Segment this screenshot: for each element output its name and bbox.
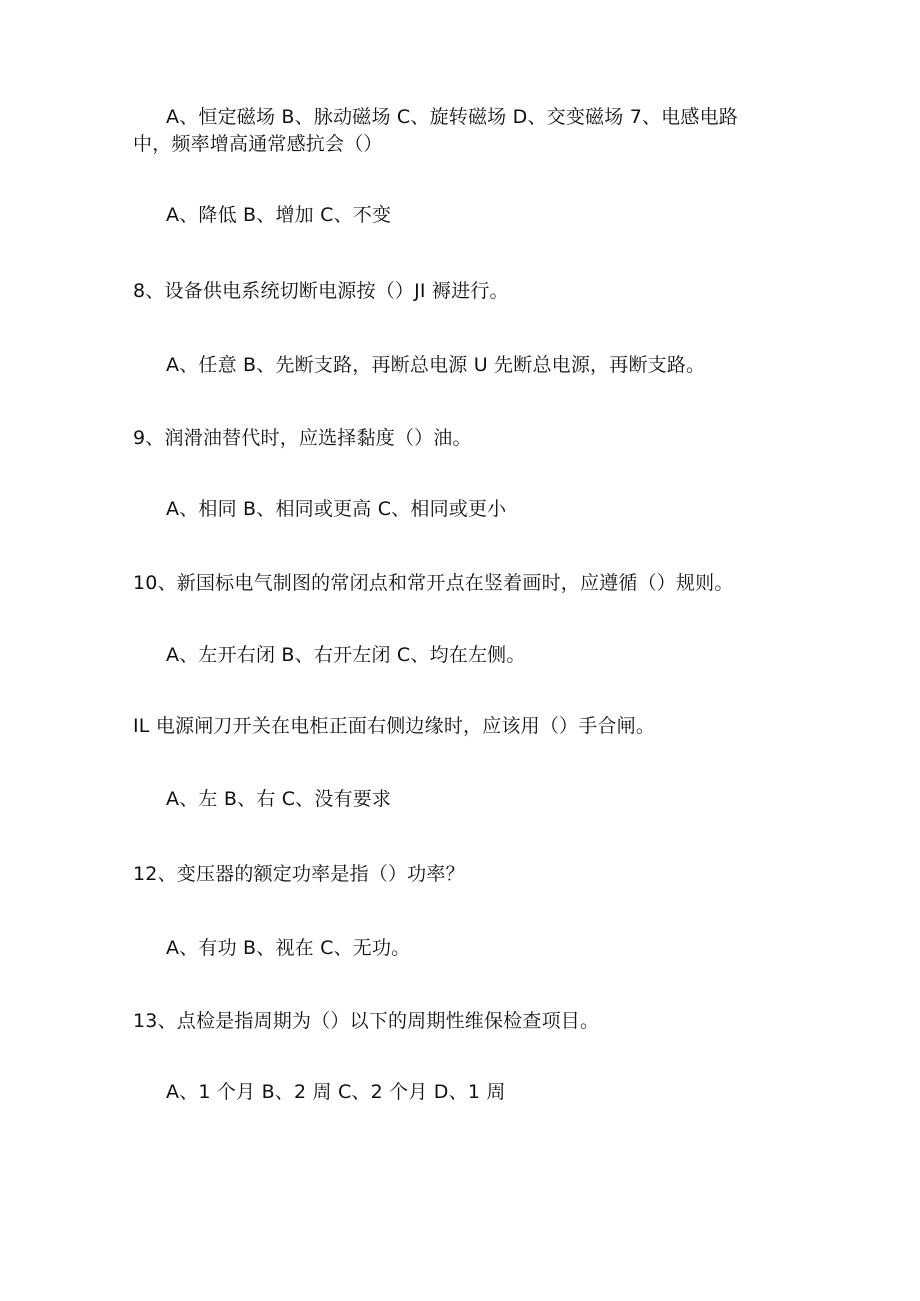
question-line-11: IL 电源闸刀开关在电柜正面右侧边缘时，应该用（）手合闸。 <box>133 715 656 737</box>
option-line-6: A、恒定磁场 B、脉动磁场 C、旋转磁场 D、交变磁场 7、电感电路 <box>166 106 738 128</box>
option-line-12: A、有功 B、视在 C、无功。 <box>166 937 411 959</box>
question-line-9: 9、润滑油替代时，应选择黏度（）油。 <box>133 427 472 449</box>
option-line-8: A、任意 B、先断支路，再断总电源 U 先断总电源，再断支路。 <box>166 354 706 376</box>
question-line-12: 12、变压器的额定功率是指（）功率？ <box>133 863 465 885</box>
question-line-13: 13、点检是指周期为（）以下的周期性维保检查项目。 <box>133 1010 600 1032</box>
option-line-11: A、左 B、右 C、没有要求 <box>166 788 392 810</box>
question-line-7: 中，频率增高通常感抗会（） <box>133 133 383 155</box>
option-line-9: A、相同 B、相同或更高 C、相同或更小 <box>166 498 507 520</box>
option-line-7: A、降低 B、增加 C、不变 <box>166 204 392 226</box>
question-line-8: 8、设备供电系统切断电源按（）JI 褥进行。 <box>133 280 509 302</box>
option-line-10: A、左开右闭 B、右开左闭 C、均在左侧。 <box>166 644 526 666</box>
question-line-10: 10、新国标电气制图的常闭点和常开点在竖着画时，应遵循（）规则。 <box>133 572 734 594</box>
option-line-13: A、1 个月 B、2 周 C、2 个月 D、1 周 <box>166 1081 506 1103</box>
